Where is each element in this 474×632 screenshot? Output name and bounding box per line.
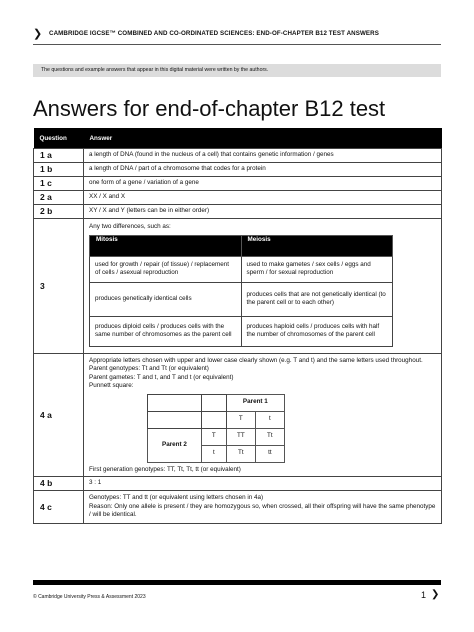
column-header-question: Question — [34, 128, 84, 149]
question-number: 1 a — [34, 149, 84, 163]
answer-cell — [84, 353, 442, 477]
sub-row — [90, 256, 393, 282]
offspring-genotype: TT — [226, 428, 255, 445]
mitosis-cell: produces genetically identical cells — [90, 282, 242, 316]
header-title: CAMBRIDGE IGCSE™ COMBINED AND CO-ORDINATED SCIENCES: END-OF-CHAPTER B12 TEST ANSWERS — [49, 30, 379, 37]
meiosis-header: Meiosis — [241, 235, 393, 256]
sub-header-row — [90, 235, 393, 256]
answer-text: a length of DNA / part of a chromosome that codes for a protein — [84, 163, 442, 177]
chevron-right-icon: ❯ — [33, 28, 43, 40]
mitosis-cell: used for growth / repair (of tissue) / replacement of cells / asexual reproduction — [90, 256, 242, 282]
answer-line: Punnett square: — [89, 382, 134, 389]
question-number: 2 b — [34, 205, 84, 219]
meiosis-cell: produces haploid cells / produces cells with half the number of chromosomes of the parent cell — [241, 316, 393, 346]
table-row — [34, 491, 442, 524]
running-header — [33, 28, 441, 42]
punnett-blank — [148, 411, 202, 428]
sub-row — [90, 282, 393, 316]
answer-line: Parent genotypes: Tt and Tt (or equivalent) — [89, 365, 209, 372]
sub-row — [90, 316, 393, 346]
punnett-blank — [148, 394, 202, 411]
authors-note: The questions and example answers that appear in this digital material were written by the authors. — [33, 64, 441, 77]
table-row — [34, 219, 442, 354]
question-number: 3 — [34, 219, 84, 354]
parent2-allele: T — [201, 428, 226, 445]
punnett-square — [147, 394, 285, 463]
answers-table — [33, 128, 442, 524]
answer-line: Appropriate letters chosen with upper and lower case clearly shown (e.g. T and t) and the same letters used throughout. — [89, 356, 423, 364]
answer-line: First generation genotypes: TT, Tt, Tt, tt (or equivalent) — [89, 465, 241, 473]
table-row — [34, 353, 442, 477]
table-header-row — [34, 128, 442, 149]
answer-text: one form of a gene / variation of a gene — [84, 177, 442, 191]
parent1-allele: t — [255, 411, 284, 428]
answer-cell — [84, 491, 442, 524]
page-number-block — [421, 589, 440, 600]
mitosis-header: Mitosis — [90, 235, 242, 256]
chevron-right-icon: ❯ — [431, 589, 440, 600]
meiosis-cell: used to make gametes / sex cells / eggs and sperm / for sexual reproduction — [241, 256, 393, 282]
table-row — [34, 205, 442, 219]
page-number: 1 — [421, 590, 427, 600]
answer-text: XX / X and X — [84, 191, 442, 205]
question-number: 4 c — [34, 491, 84, 524]
answer-text: 3 : 1 — [84, 477, 442, 491]
parent2-label: Parent 2 — [148, 428, 202, 462]
table-row — [34, 163, 442, 177]
header-divider — [33, 44, 441, 45]
question-number: 2 a — [34, 191, 84, 205]
mitosis-meiosis-table — [89, 235, 393, 347]
offspring-genotype: Tt — [226, 445, 255, 462]
answer-text: XY / X and Y (letters can be in either order) — [84, 205, 442, 219]
answer-line: Reason: Only one allele is present / they are homozygous so, when crossed, all their offspring will have the same phenotype / will be identical. — [89, 502, 436, 518]
punnett-row — [148, 428, 285, 445]
footer-divider — [33, 580, 441, 585]
answer-line: Parent gametes: T and t, and T and t (or equivalent) — [89, 373, 234, 381]
meiosis-cell: produces cells that are not genetically identical (to the parent cell or to each other) — [241, 282, 393, 316]
offspring-genotype: Tt — [255, 428, 284, 445]
offspring-genotype: tt — [255, 445, 284, 462]
mitosis-cell: produces diploid cells / produces cells with the same number of chromosomes as the parent cell — [90, 316, 242, 346]
copyright: © Cambridge University Press & Assessment 2023 — [33, 594, 146, 600]
page-title: Answers for end-of-chapter B12 test — [33, 96, 386, 121]
answer-line: Genotypes: TT and tt (or equivalent using letters chosen in 4a) — [89, 494, 264, 501]
punnett-row — [148, 411, 285, 428]
punnett-blank — [201, 394, 226, 411]
parent1-allele: T — [226, 411, 255, 428]
table-row — [34, 177, 442, 191]
answer-cell — [84, 219, 442, 354]
table-row — [34, 149, 442, 163]
table-row — [34, 191, 442, 205]
question-number: 1 c — [34, 177, 84, 191]
answer-intro: Any two differences, such as: — [89, 223, 171, 230]
question-number: 4 a — [34, 353, 84, 477]
punnett-row — [148, 394, 285, 411]
answer-text: a length of DNA (found in the nucleus of a cell) that contains genetic information / genes — [84, 149, 442, 163]
question-number: 4 b — [34, 477, 84, 491]
parent1-label: Parent 1 — [226, 394, 284, 411]
question-number: 1 b — [34, 163, 84, 177]
punnett-blank — [201, 411, 226, 428]
parent2-allele: t — [201, 445, 226, 462]
table-row — [34, 477, 442, 491]
column-header-answer: Answer — [84, 128, 442, 149]
